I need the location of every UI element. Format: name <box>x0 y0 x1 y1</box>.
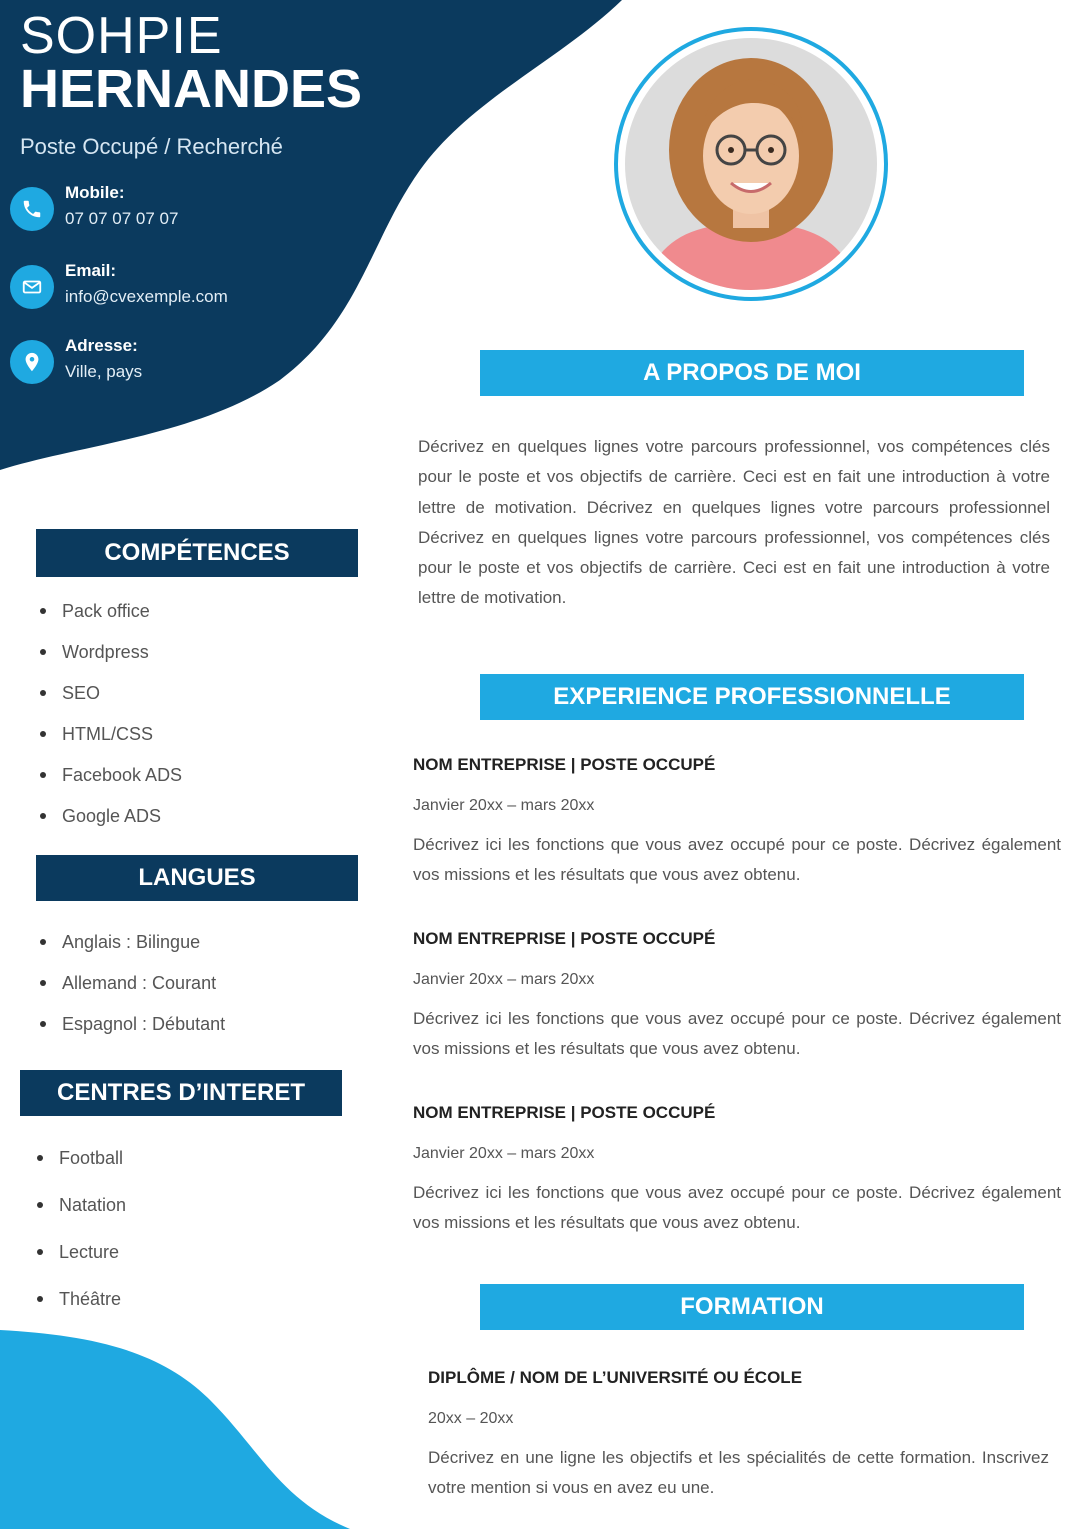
job-title: Poste Occupé / Recherché <box>20 134 283 159</box>
about-heading: A PROPOS DE MOI <box>480 350 1024 396</box>
list-item: Théâtre <box>35 1289 126 1336</box>
skills-heading: COMPÉTENCES <box>36 529 358 577</box>
contact-mobile-label: Mobile: <box>65 183 125 202</box>
contact-email-value: info@cvexemple.com <box>65 287 228 306</box>
footer-blue-wave <box>0 1330 350 1529</box>
list-item: Football <box>35 1148 126 1195</box>
first-name: SOHPIE <box>20 7 223 65</box>
education-item <box>428 1368 1049 1497</box>
contact-address-label: Adresse: <box>65 336 138 355</box>
experience-item <box>413 1103 1061 1232</box>
languages-heading: LANGUES <box>36 855 358 901</box>
interests-heading: CENTRES D’INTERET <box>20 1070 342 1116</box>
list-item: Google ADS <box>38 806 182 847</box>
languages-list <box>38 932 225 1055</box>
list-item: Pack office <box>38 601 182 642</box>
list-item: SEO <box>38 683 182 724</box>
experience-dates: Janvier 20xx – mars 20xx <box>413 1145 595 1162</box>
experience-title: NOM ENTREPRISE | POSTE OCCUPÉ <box>413 929 716 948</box>
list-item: Allemand : Courant <box>38 973 225 1014</box>
education-title: DIPLÔME / NOM DE L’UNIVERSITÉ OU ÉCOLE <box>428 1368 803 1387</box>
education-heading: FORMATION <box>480 1284 1024 1330</box>
experience-title: NOM ENTREPRISE | POSTE OCCUPÉ <box>413 755 716 774</box>
list-item: Anglais : Bilingue <box>38 932 225 973</box>
email-icon <box>10 265 54 309</box>
interests-list <box>35 1148 126 1336</box>
list-item: Lecture <box>35 1242 126 1289</box>
list-item: Espagnol : Débutant <box>38 1014 225 1055</box>
experience-desc: Décrivez ici les fonctions que vous avez occupé pour ce poste. Décrivez également vos missions et les résultats que vous avez obtenu. <box>413 835 1061 884</box>
experience-title: NOM ENTREPRISE | POSTE OCCUPÉ <box>413 1103 716 1122</box>
list-item: HTML/CSS <box>38 724 182 765</box>
experience-item <box>413 929 1061 1058</box>
profile-photo <box>614 27 888 301</box>
phone-icon <box>10 187 54 231</box>
experience-desc: Décrivez ici les fonctions que vous avez occupé pour ce poste. Décrivez également vos missions et les résultats que vous avez obtenu. <box>413 1009 1061 1058</box>
contact-address-value: Ville, pays <box>65 362 143 381</box>
experience-desc: Décrivez ici les fonctions que vous avez occupé pour ce poste. Décrivez également vos missions et les résultats que vous avez obtenu. <box>413 1183 1061 1232</box>
education-desc: Décrivez en une ligne les objectifs et les spécialités de cette formation. Inscrivez votre mention si vous en avez eu une. <box>428 1448 1049 1497</box>
experience-item <box>413 755 1061 884</box>
about-text: Décrivez en quelques lignes votre parcours professionnel, vos compétences clés pour le poste et vos objectifs de carrière. Ceci est en fait une introduction à votre lettre de motivation. Décrivez en quelques lignes votre parcours professionnel Décrivez en quelques lignes votre parcours professionnel, vos compétences clés pour le poste et vos objectifs de carrière. Ceci est en fait une introduction à votre lettre de motivation. <box>418 437 1050 608</box>
experience-dates: Janvier 20xx – mars 20xx <box>413 797 595 814</box>
location-icon <box>10 340 54 384</box>
experience-dates: Janvier 20xx – mars 20xx <box>413 971 595 988</box>
contact-email-label: Email: <box>65 261 117 280</box>
list-item: Natation <box>35 1195 126 1242</box>
list-item: Facebook ADS <box>38 765 182 806</box>
avatar <box>625 38 877 290</box>
experience-heading: EXPERIENCE PROFESSIONNELLE <box>480 674 1024 720</box>
contact-mobile-value: 07 07 07 07 07 <box>65 209 179 228</box>
last-name: HERNANDES <box>20 59 363 119</box>
skills-list <box>38 601 182 847</box>
list-item: Wordpress <box>38 642 182 683</box>
education-dates: 20xx – 20xx <box>428 1410 514 1427</box>
